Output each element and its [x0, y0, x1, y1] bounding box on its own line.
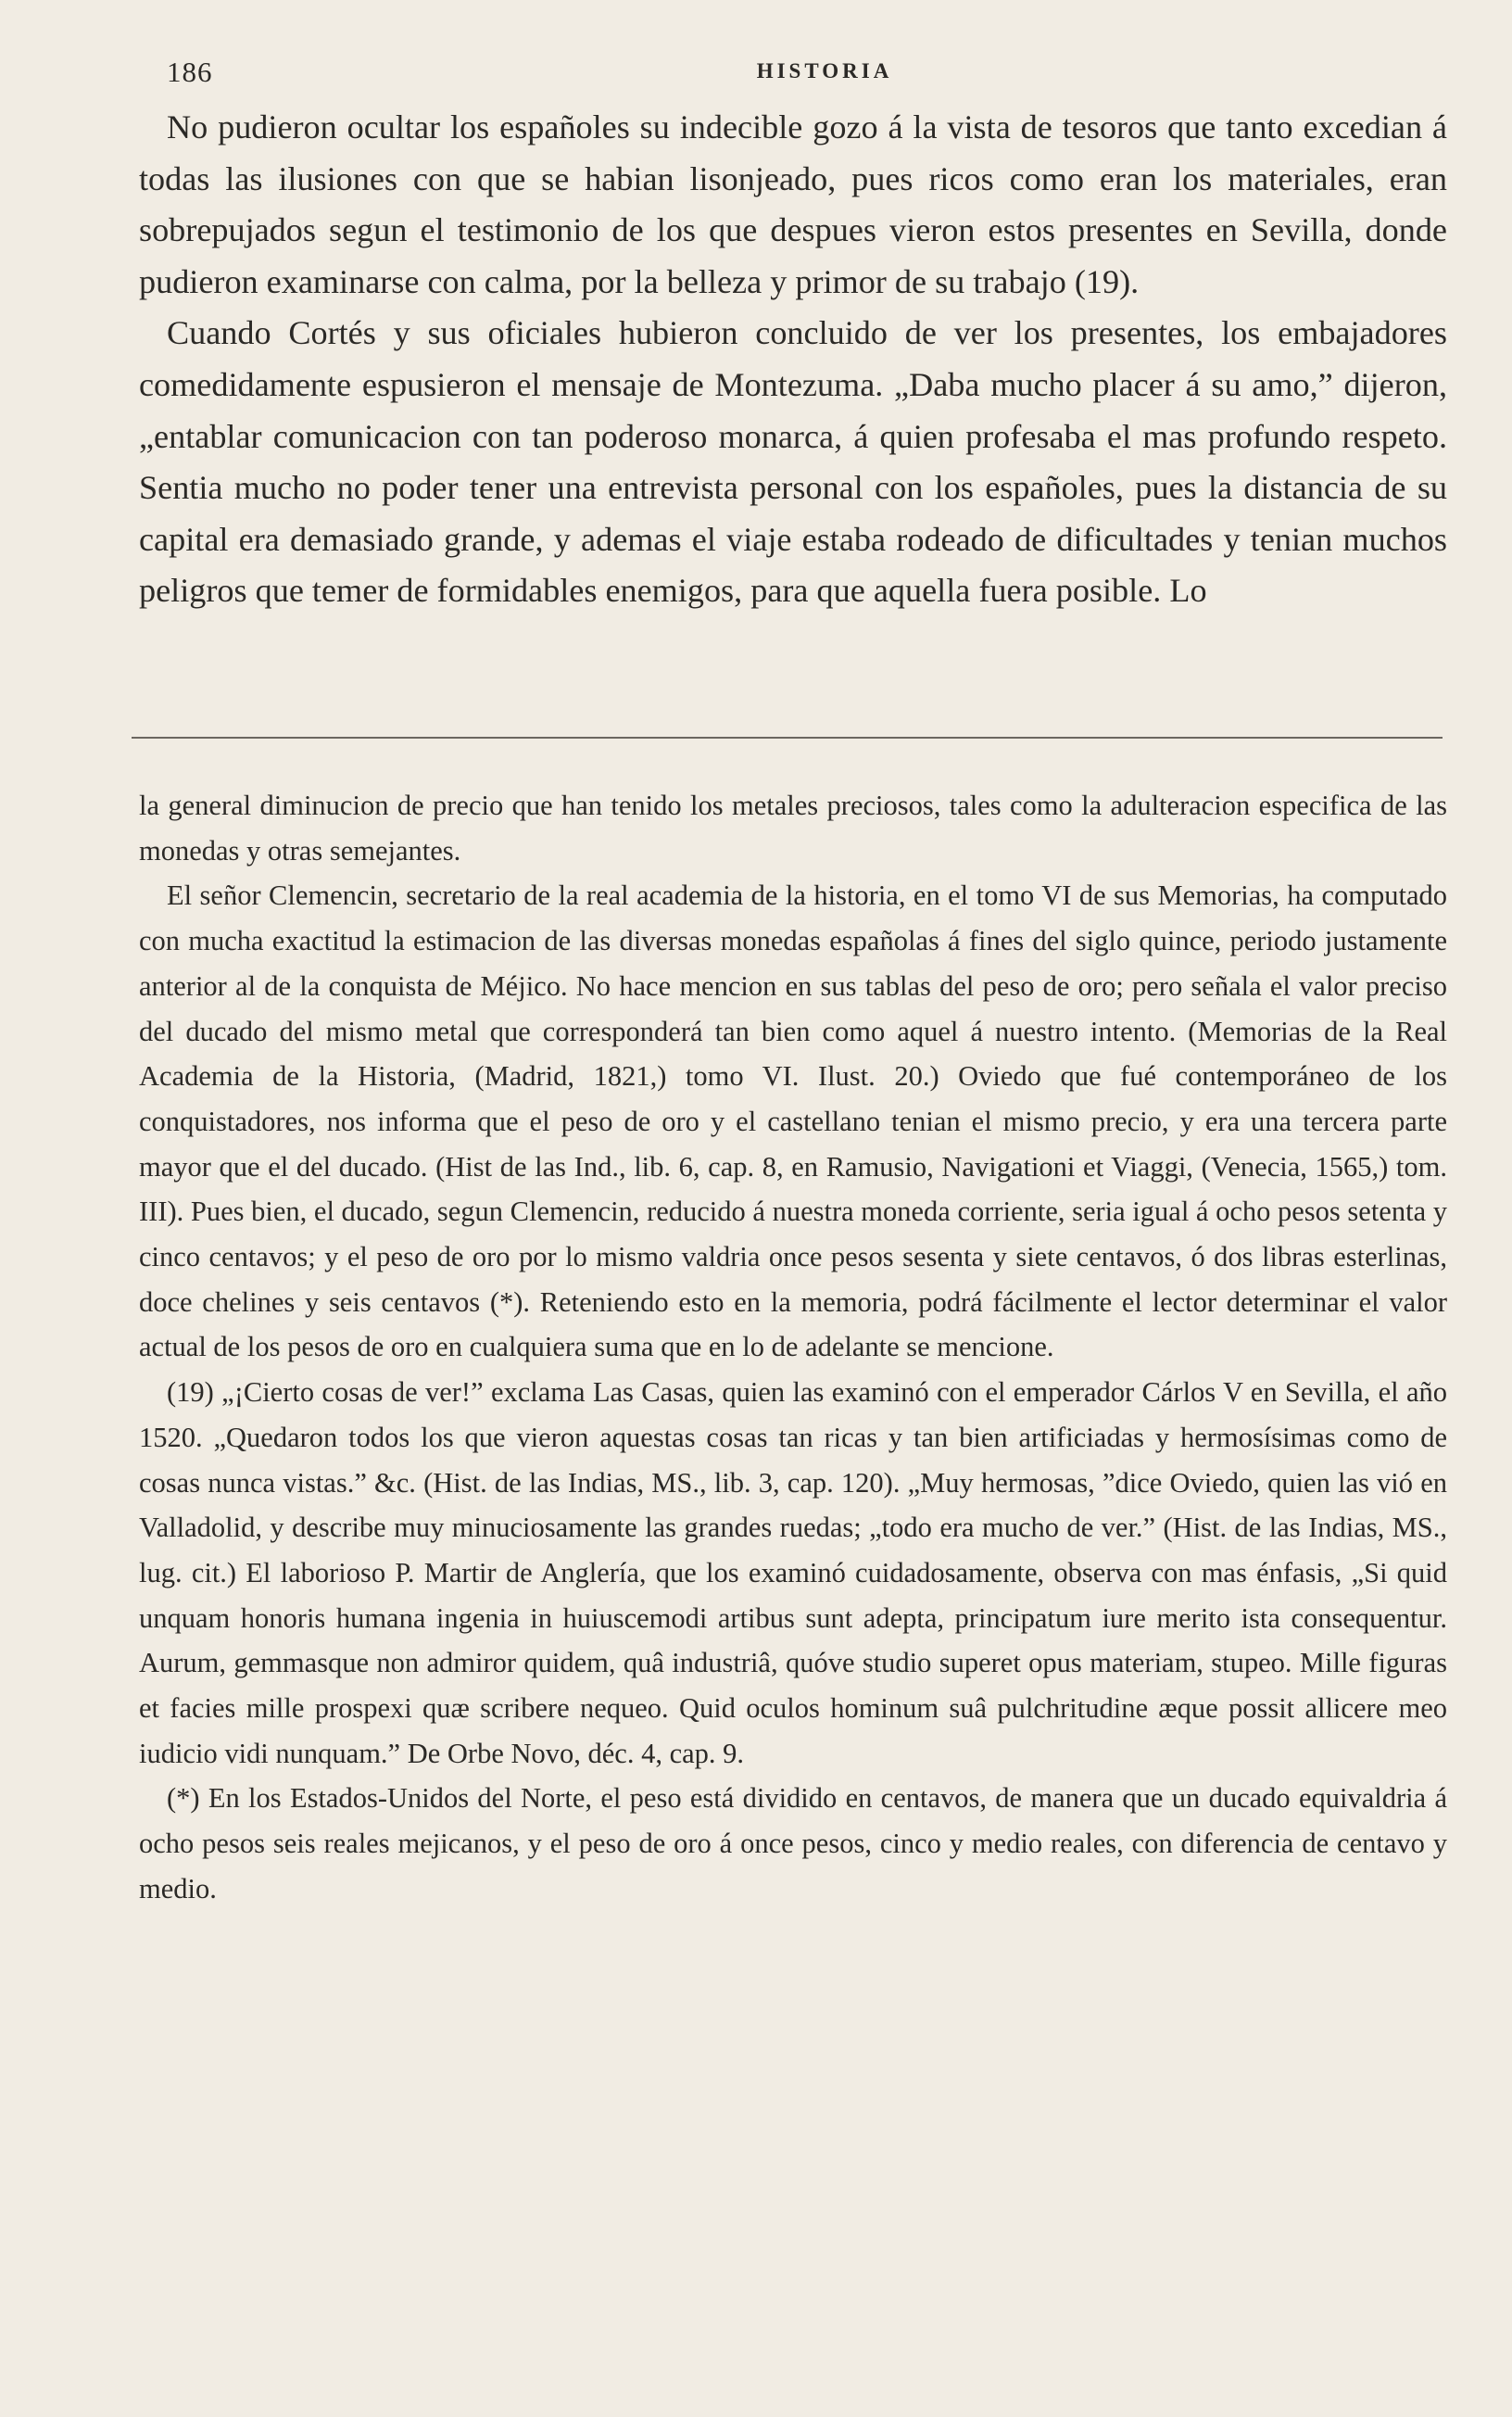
- running-head: HISTORIA: [756, 59, 893, 82]
- footnote-divider: [132, 737, 1443, 739]
- footnote-paragraph: (19) „¡Cierto cosas de ver!” exclama Las Casas, quien las examinó con el emperador Cárlos V en Sevilla, el año 1520. „Quedaron todos los que vieron aquestas cosas tan ricas y tan bien artificiadas y hermosísimas como de cosas nunca vistas.” &c. (Hist. de las Indias, MS., lib. 3, cap. 120). „Muy hermosas, ”dice Oviedo, quien las vió en Valladolid, y describe muy minuciosamente las grandes ruedas; „todo era mucho de ver.” (Hist. de las Indias, MS., lug. cit.) El laborioso P. Martir de Anglería, que los examinó cuidadosamente, observa con mas énfasis, „Si quid unquam honoris humana ingenia in huiuscemodi artibus sunt adepta, principatum iure merito ista consequentur. Aurum, gemmasque non admiror quidem, quâ industriâ, quóve studio superet opus materiam, stupeo. Mille figuras et facies mille prospexi quæ scribere nequeo. Quid oculos hominum suâ pulchritudine æque possit allicere meo iudicio vidi nunquam.” De Orbe Novo, déc. 4, cap. 9.: [139, 1376, 1447, 1769]
- main-text: [139, 102, 1447, 617]
- footnote-paragraph: la general diminucion de precio que han tenido los metales preciosos, tales como la adulteracion especifica de las monedas y otras semejantes.: [139, 790, 1447, 867]
- footnote-paragraph: (*) En los Estados-Unidos del Norte, el peso está dividido en centavos, de manera que un ducado equivaldria á ocho pesos seis reales mejicanos, y el peso de oro á once pesos, cinco y medio reales, con diferencia de centavo y medio.: [139, 1782, 1447, 1904]
- footnote-paragraph: El señor Clemencin, secretario de la real academia de la historia, en el tomo VI de sus Memorias, ha computado con mucha exactitud la estimacion de las diversas monedas españolas á fines del siglo quince, periodo justamente anterior al de la conquista de Méjico. No hace mencion en sus tablas del peso de oro; pero señala el valor preciso del ducado del mismo metal que corresponderá tan bien como aquel á nuestro intento. (Memorias de la Real Academia de la Historia, (Madrid, 1821,) tomo VI. Ilust. 20.) Oviedo que fué contemporáneo de los conquistadores, nos informa que el peso de oro y el castellano tenian el mismo precio, y era una tercera parte mayor que el del ducado. (Hist de las Ind., lib. 6, cap. 8, en Ramusio, Navigationi et Viaggi, (Venecia, 1565,) tom. III). Pues bien, el ducado, segun Clemencin, reducido á nuestra moneda corriente, seria igual á ocho pesos setenta y cinco centavos; y el peso de oro por lo mismo valdria once pesos sesenta y siete centavos, ó dos libras esterlinas, doce chelines y seis centavos (*). Reteniendo esto en la memoria, podrá fácilmente el lector determinar el valor actual de los pesos de oro en cualquiera suma que en lo de adelante se mencione.: [139, 879, 1447, 1363]
- page-number: 186: [167, 56, 213, 88]
- main-paragraph: No pudieron ocultar los españoles su indecible gozo á la vista de tesoros que tanto excedian á todas las ilusiones con que se habian lisonjeado, pues ricos como eran los materiales, eran sobrepujados segun el testimonio de los que despues vieron estos presentes en Sevilla, donde pudieron examinarse con calma, por la belleza y primor de su trabajo (19).: [139, 108, 1447, 300]
- main-paragraph: Cuando Cortés y sus oficiales hubieron concluido de ver los presentes, los embajadores comedidamente espusieron el mensaje de Montezuma. „Daba mucho placer á su amo,” dijeron, „entablar comunicacion con tan poderoso monarca, á quien profesaba el mas profundo respeto. Sentia mucho no poder tener una entrevista personal con los españoles, pues la distancia de su capital era demasiado grande, y ademas el viaje estaba rodeado de dificultades y tenian muchos peligros que temer de formidables enemigos, para que aquella fuera posible. Lo: [139, 314, 1447, 610]
- footnotes: [139, 783, 1447, 1912]
- page-header: [167, 56, 1455, 96]
